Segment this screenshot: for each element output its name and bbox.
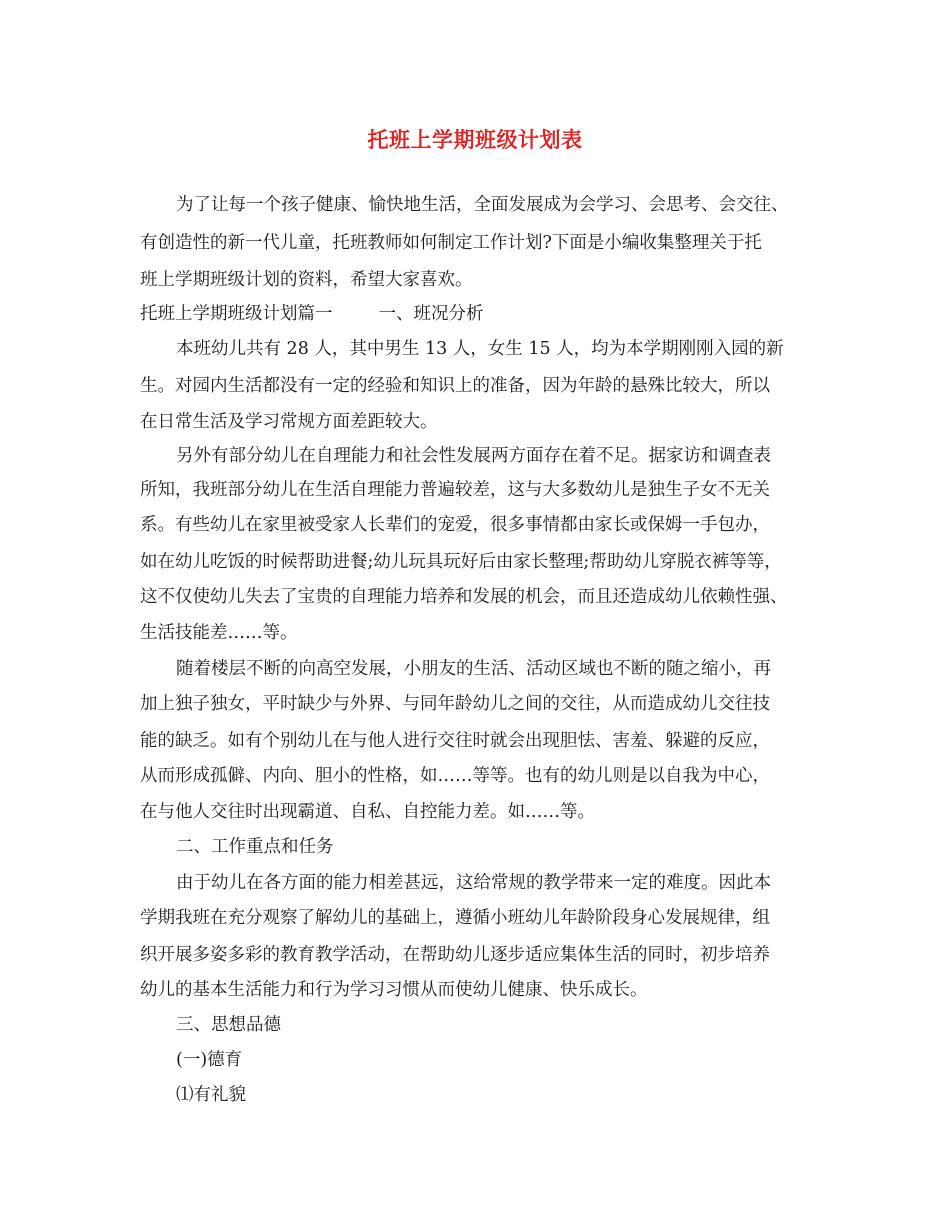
paragraph-line: 从而形成孤僻、内向、胆小的性格，如……等等。也有的幼儿则是以自我为中心， <box>140 766 770 786</box>
paragraph-line: 随着楼层不断的向高空发展，小朋友的生活、活动区域也不断的随之缩小，再 <box>176 659 771 679</box>
paragraph-line: 能的缺乏。如有个别幼儿在与他人进行交往时就会出现胆怯、害羞、躲避的反应， <box>140 731 770 751</box>
paragraph-line: 系。有些幼儿在家里被受家人长辈们的宠爱，很多事情都由家长或保姆一手包办， <box>140 515 770 535</box>
document-title: 托班上学期班级计划表 <box>367 127 583 152</box>
paragraph-line: 为了让每一个孩子健康、愉快地生活，全面发展成为会学习、会思考、会交往、 <box>176 195 789 215</box>
paragraph-line: 幼儿的基本生活能力和行为学习习惯从而使幼儿健康、快乐成长。 <box>140 980 648 1000</box>
paragraph-line: 生活技能差……等。 <box>140 623 298 643</box>
paragraph-line: 另外有部分幼儿在自理能力和社会性发展两方面存在着不足。据家访和调查表 <box>176 446 771 466</box>
paragraph-line: 在与他人交往时出现霸道、自私、自控能力差。如……等。 <box>140 802 595 822</box>
paragraph-line: 这不仅使幼儿失去了宝贵的自理能力培养和发展的机会，而且还造成幼儿依赖性强、 <box>140 587 788 607</box>
paragraph-line: 有创造性的新一代儿童，托班教师如何制定工作计划?下面是小编收集整理关于托 <box>140 233 762 253</box>
section-heading-row <box>140 302 484 326</box>
paragraph-line: 学期我班在充分观察了解幼儿的基础上，遵循小班幼儿年龄阶段身心发展规律，组 <box>140 908 770 928</box>
paragraph-line: 由于幼儿在各方面的能力相差甚远，这给常规的教学带来一定的难度。因此本 <box>176 873 771 893</box>
paragraph-line: 加上独子独女，平时缺少与外界、与同年龄幼儿之间的交往，从而造成幼儿交往技 <box>140 694 770 714</box>
paragraph-line: 所知，我班部分幼儿在生活自理能力普遍较差，这与大多数幼儿是独生子女不无关 <box>140 480 770 500</box>
section-heading-2: 二、工作重点和任务 <box>176 837 334 857</box>
paragraph-line: 班上学期班级计划的资料，希望大家喜欢。 <box>140 270 473 290</box>
paragraph-line: 本班幼儿共有 28 人，其中男生 13 人，女生 15 人，均为本学期刚刚入园的新 <box>176 339 784 359</box>
sub-item-politeness: ⑴有礼貌 <box>176 1085 246 1105</box>
paragraph-line: 在日常生活及学习常规方面差距较大。 <box>140 412 438 432</box>
section-heading-1: 一、班况分析 <box>378 304 484 324</box>
article-heading: 托班上学期班级计划篇一 <box>140 304 333 324</box>
paragraph-line: 如在幼儿吃饭的时候帮助进餐;幼儿玩具玩好后由家长整理;帮助幼儿穿脱衣裤等等， <box>140 552 782 572</box>
paragraph-line: 织开展多姿多彩的教育教学活动，在帮助幼儿逐步适应集体生活的同时，初步培养 <box>140 945 770 965</box>
sub-heading-moral: (一)德育 <box>176 1050 243 1070</box>
paragraph-line: 生。对园内生活都没有一定的经验和知识上的准备，因为年龄的悬殊比较大，所以 <box>140 376 770 396</box>
section-heading-3: 三、思想品德 <box>176 1015 281 1035</box>
